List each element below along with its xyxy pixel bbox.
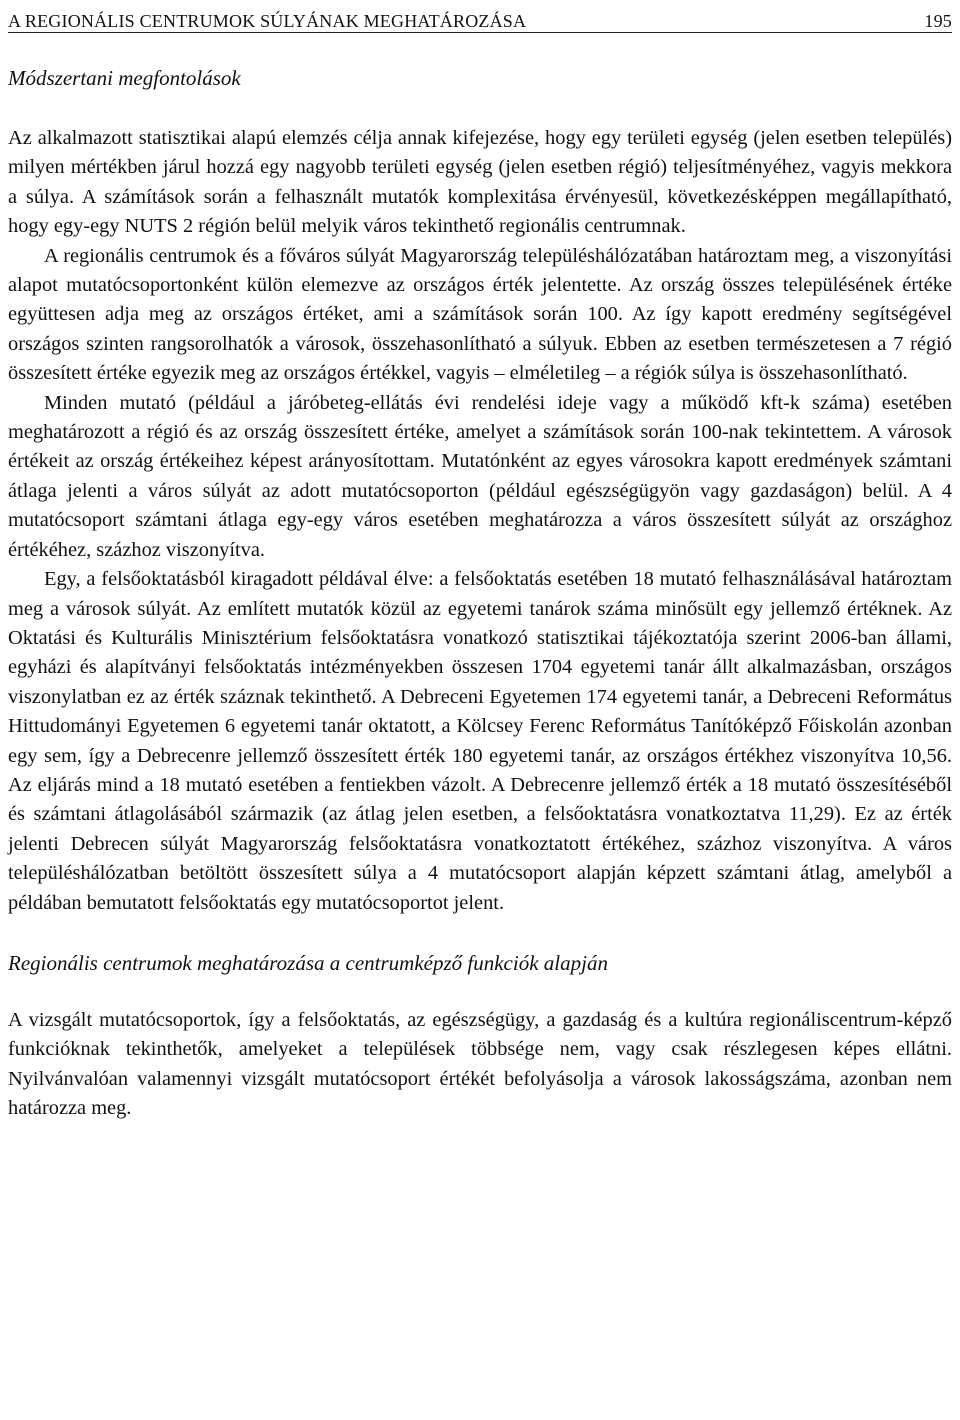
- running-head-title: A REGIONÁLIS CENTRUMOK SÚLYÁNAK MEGHATÁROZÁSA: [8, 11, 527, 31]
- section-heading-methodology: Módszertani megfontolások: [8, 66, 241, 90]
- page-number: 195: [924, 11, 952, 31]
- paragraph: Minden mutató (például a járóbeteg-ellátás évi rendelési ideje vagy a működő kft-k száma) esetében meghatározott a régió és az ország összesített értéke, amelyet a számítások során 100-nak tekintettem. A városok értékeit az ország értékeihez képest arányosítottam. Mutatónként az egyes városokra kapott eredmények számtani átlaga jelenti a város súlyát az adott mutatócsoporton (például egészségügyön vagy gazdaságon) belül. A 4 mutatócsoport számtani átlaga egy-egy város esetében meghatározza a város összesített súlyát az országhoz értékéhez, százhoz viszonyítva.: [8, 391, 952, 561]
- document-page: [8, 0, 952, 1124]
- paragraph: A vizsgált mutatócsoportok, így a felsőoktatás, az egészségügy, a gazdaság és a kultúra regionáliscentrum-képző funkcióknak tekinthetők, amelyeket a települések többsége nem, vagy csak részlegesen képes ellátni. Nyilvánvalóan valamennyi vizsgált mutatócsoport értékét befolyásolja a városok lakosságszáma, azonban nem határozza meg.: [8, 1008, 952, 1120]
- section-heading-regional-centres: Regionális centrumok meghatározása a centrumképző funkciók alapján: [8, 950, 608, 975]
- paragraph: Az alkalmazott statisztikai alapú elemzés célja annak kifejezése, hogy egy területi egység (jelen esetben település) milyen mértékben járul hozzá egy nagyobb területi egység (jelen esetben régió) teljesítményéhez, vagyis mekkora a súlya. A számítások során a felhasznált mutatók komplexitása érvényesül, következésképpen megállapítható, hogy egy-egy NUTS 2 régión belül melyik város tekinthető regionális centrumnak.: [8, 127, 952, 238]
- running-head: [8, 0, 952, 33]
- paragraph: A regionális centrumok és a főváros súlyát Magyarország településhálózatában határoztam meg, a viszonyítási alapot mutatócsoportonként külön elemezve az országos érték jelentette. Az ország összes településének értéke együttesen adja meg az országos értéket, ami a számítások során 100. Az így kapott eredmény segítségével országos szinten rangsorolhatók a városok, összehasonlítható a súlyuk. Ebben az esetben természetesen a 7 régió összesített értéke egyezik meg az országos értékkel, vagyis – elméletileg – a régiók súlya is összehasonlítható.: [8, 244, 952, 385]
- paragraph: Egy, a felsőoktatásból kiragadott példával élve: a felsőoktatás esetében 18 mutató felhasználásával határoztam meg a városok súlyát. Az említett mutatók közül az egyetemi tanárok száma minősült egy jellemző értéknek. Az Oktatási és Kulturális Minisztérium felsőoktatásra vonatkozó statisztikai tájékoztatója szerint 2006-ban állami, egyházi és alapítványi felsőoktatás intézményekben összesen 1704 egyetemi tanár állt alkalmazásban, országos viszonylatban ez az érték száznak tekinthető. A Debreceni Egyetemen 174 egyetemi tanár, a Debreceni Református Hittudományi Egyetemen 6 egyetemi tanár oktatott, a Kölcsey Ferenc Református Tanítóképző Főiskolán azonban egy sem, így a Debrecenre jellemző összesített érték 180 egyetemi tanár, az országos értékhez viszonyítva 10,56. Az eljárás mind a 18 mutató esetében a fentiekben vázolt. A Debrecenre jellemző érték a 18 mutató összesítéséből és számtani átlagolásából származik (az átlag jelen esetben, a felsőoktatásra vonatkoztatva 11,29). Ez az érték jelenti Debrecen súlyát Magyarország felsőoktatásra vonatkoztatott értékéhez, százhoz viszonyítva. A város településhálózatban betöltött összesített súlya a 4 mutatócsoport alapján képzett számtani átlag, amelyből a példában bemutatott felsőoktatás egy mutatócsoportot jelent.: [8, 568, 952, 914]
